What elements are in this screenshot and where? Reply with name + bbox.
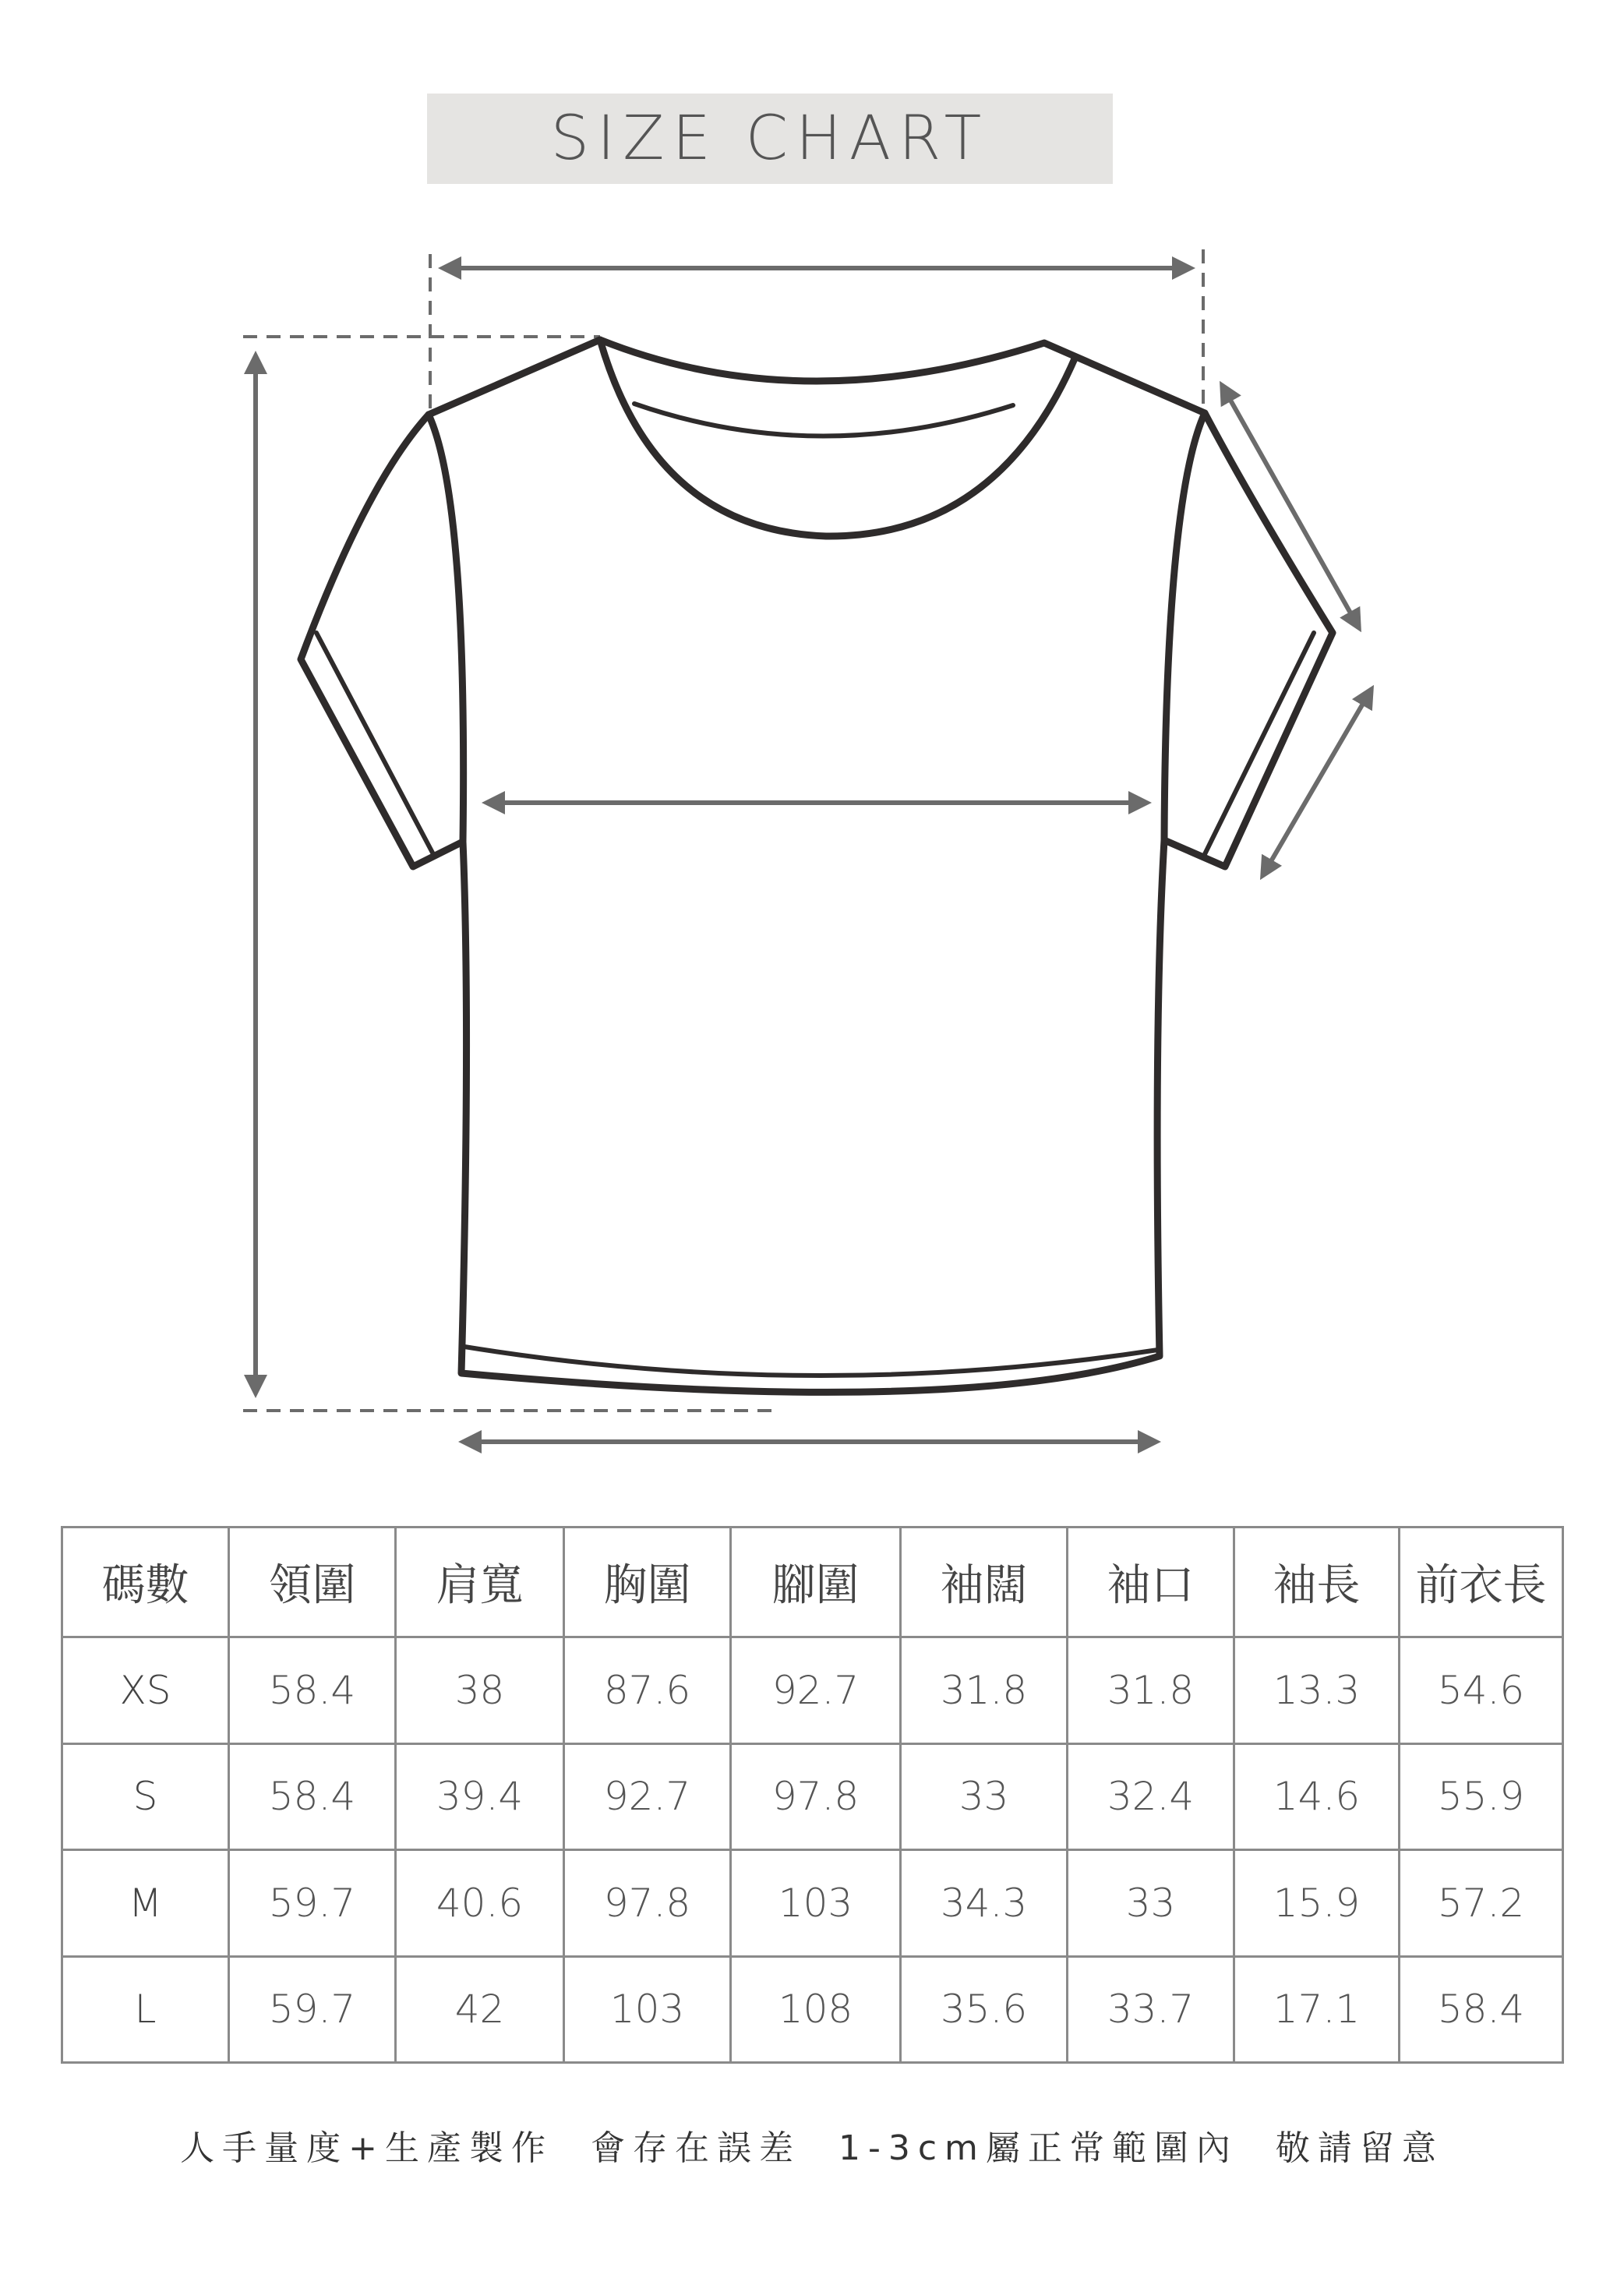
table-cell: 33 xyxy=(901,1743,1068,1850)
table-cell: S xyxy=(62,1743,229,1850)
table-cell: 34.3 xyxy=(901,1850,1068,1957)
header-front-length: 前衣長 xyxy=(1400,1528,1563,1637)
table-cell: 13.3 xyxy=(1234,1637,1400,1744)
table-cell: 17.1 xyxy=(1234,1956,1400,2063)
table-cell: 58.4 xyxy=(229,1637,396,1744)
table-cell: M xyxy=(62,1850,229,1957)
size-table xyxy=(61,1526,1564,2064)
table-cell: 35.6 xyxy=(901,1956,1068,2063)
table-cell: 92.7 xyxy=(731,1637,901,1744)
header-neck: 領圍 xyxy=(229,1528,396,1637)
table-cell: 59.7 xyxy=(229,1850,396,1957)
table-cell: 97.8 xyxy=(731,1743,901,1850)
table-cell: 42 xyxy=(396,1956,564,2063)
page-title: SIZE CHART xyxy=(550,104,990,174)
table-cell: 87.6 xyxy=(564,1637,731,1744)
table-row xyxy=(62,1743,1563,1850)
table-cell: XS xyxy=(62,1637,229,1744)
table-cell: 58.4 xyxy=(229,1743,396,1850)
table-cell: 55.9 xyxy=(1400,1743,1563,1850)
header-cuff: 袖口 xyxy=(1068,1528,1234,1637)
table-cell: 57.2 xyxy=(1400,1850,1563,1957)
header-sleeve-width: 袖闊 xyxy=(901,1528,1068,1637)
table-cell: 58.4 xyxy=(1400,1956,1563,2063)
table-cell: 59.7 xyxy=(229,1956,396,2063)
table-cell: 103 xyxy=(731,1850,901,1957)
header-sleeve-length: 袖長 xyxy=(1234,1528,1400,1637)
header-chest: 胸圍 xyxy=(564,1528,731,1637)
table-cell: 31.8 xyxy=(901,1637,1068,1744)
table-cell: 15.9 xyxy=(1234,1850,1400,1957)
header-shoulder: 肩寬 xyxy=(396,1528,564,1637)
table-cell: 54.6 xyxy=(1400,1637,1563,1744)
table-cell: 33 xyxy=(1068,1850,1234,1957)
tshirt-outline xyxy=(301,340,1333,1392)
tshirt-body xyxy=(301,340,1333,1392)
table-cell: L xyxy=(62,1956,229,2063)
table-cell: 14.6 xyxy=(1234,1743,1400,1850)
header-hem: 腳圍 xyxy=(731,1528,901,1637)
header-size: 碼數 xyxy=(62,1528,229,1637)
table-cell: 108 xyxy=(731,1956,901,2063)
table-row xyxy=(62,1637,1563,1744)
table-cell: 33.7 xyxy=(1068,1956,1234,2063)
table-cell: 40.6 xyxy=(396,1850,564,1957)
table-row xyxy=(62,1956,1563,2063)
table-cell: 97.8 xyxy=(564,1850,731,1957)
table-cell: 92.7 xyxy=(564,1743,731,1850)
table-row xyxy=(62,1850,1563,1957)
table-cell: 32.4 xyxy=(1068,1743,1234,1850)
table-header-row xyxy=(62,1528,1563,1637)
measurement-note: 人手量度+生產製作 會存在誤差 1-3cm屬正常範圍內 敬請留意 xyxy=(180,2128,1444,2168)
table-cell: 39.4 xyxy=(396,1743,564,1850)
table-cell: 31.8 xyxy=(1068,1637,1234,1744)
table-cell: 103 xyxy=(564,1956,731,2063)
table-cell: 38 xyxy=(396,1637,564,1744)
